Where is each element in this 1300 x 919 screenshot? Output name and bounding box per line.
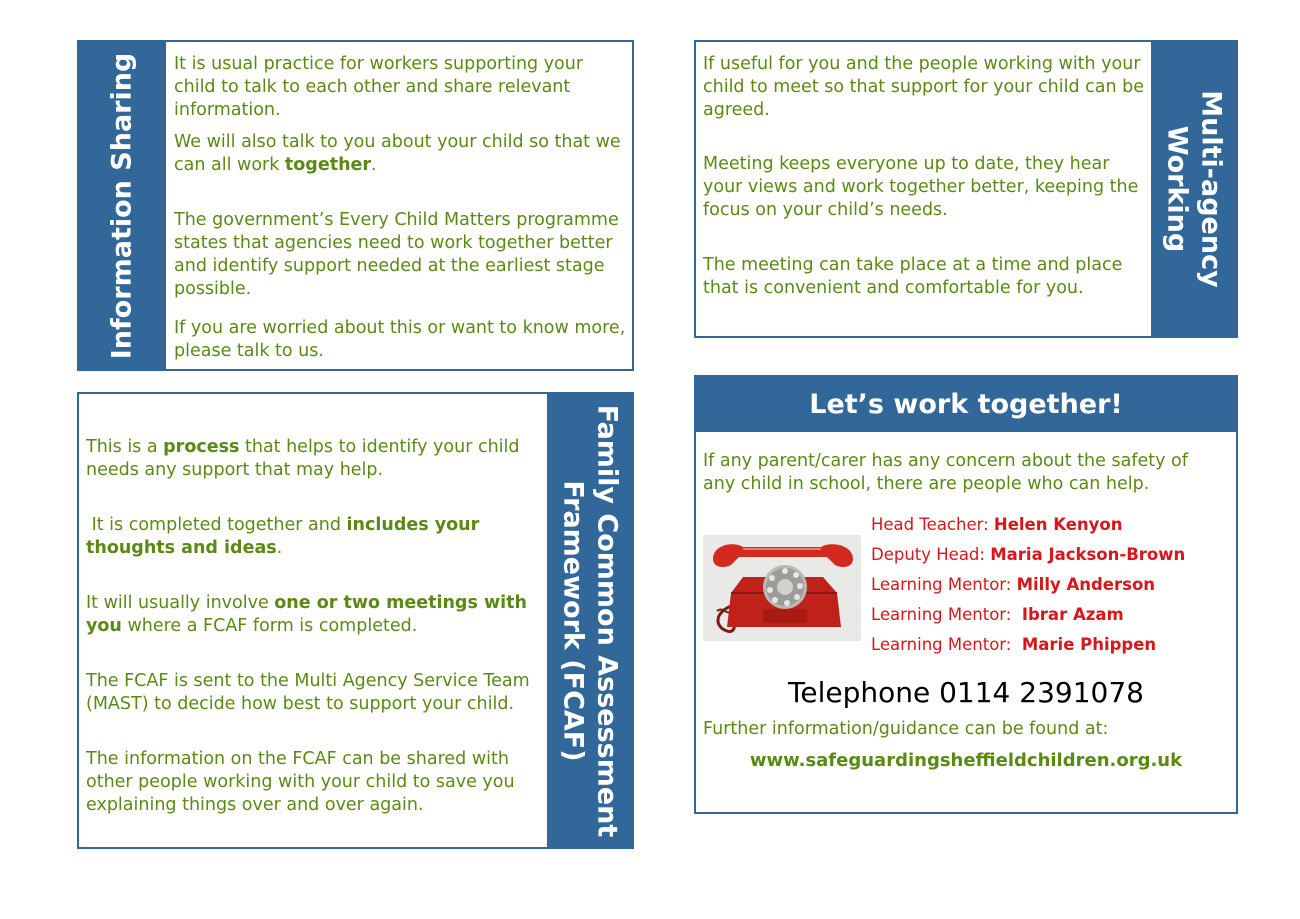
multi-agency-paragraph-3: The meeting can take place at a time and place that is convenient and comfortable for you. [703,255,1123,298]
contact-learning-mentor-2: Learning Mentor: Ibrar Azam [871,605,1124,624]
red-telephone-image [703,535,861,641]
together-emphasis: together [284,155,372,175]
fcaf-paragraph-3: It will usually involve one or two meetings with you where a FCAF form is completed. [86,593,527,636]
information-sharing-title: Information Sharing [106,52,138,359]
fcaf-title: Family Common Assessment Framework (FCAF) [557,404,623,837]
fcaf-band [547,394,632,847]
multi-agency-title: Multi-agency Working [1161,90,1227,288]
contact-head-teacher: Head Teacher: Helen Kenyon [871,515,1123,534]
information-sharing-panel [77,40,634,371]
fcaf-paragraph-4: The FCAF is sent to the Multi Agency Service Team (MAST) to decide how best to support your child. [86,671,530,714]
further-information-text: Further information/guidance can be found at: [703,719,1109,739]
fcaf-paragraph-5: The information on the FCAF can be shared with other people working with your child to save you explaining things over and over again. [86,749,515,815]
multi-agency-paragraph-2: Meeting keeps everyone up to date, they hear your views and work together better, keeping the focus on your child’s needs. [703,154,1139,220]
contact-deputy-head: Deputy Head: Maria Jackson-Brown [871,545,1186,564]
contact-learning-mentor-3: Learning Mentor: Marie Phippen [871,635,1157,654]
info-sharing-paragraph-3: The government’s Every Child Matters programme states that agencies need to work together better and identify support needed at the earliest stage possible. [174,210,619,299]
fcaf-paragraph-2: It is completed together and includes your thoughts and ideas. [86,515,486,558]
fcaf-paragraph-1: This is a process that helps to identify your child needs any support that may help. [86,437,520,480]
work-together-panel [694,375,1238,814]
info-sharing-paragraph-2: We will also talk to you about your child so that we can all work together. [174,132,621,175]
multi-agency-band [1151,42,1236,336]
info-sharing-paragraph-4: If you are worried about this or want to know more, please talk to us. [174,318,626,361]
fcaf-panel [77,392,634,849]
multi-agency-panel [694,40,1238,338]
work-together-intro: If any parent/carer has any concern about the safety of any child in school, there are people who can help. [703,451,1188,494]
safeguarding-website-link[interactable]: www.safeguardingsheffieldchildren.org.uk [749,750,1183,771]
telephone-number: Telephone 0114 2391078 [788,676,1144,709]
info-sharing-paragraph-1: It is usual practice for workers supporting your child to talk to each other and share relevant information. [174,54,584,120]
multi-agency-paragraph-1: If useful for you and the people working with your child to meet so that support for your child can be agreed. [703,54,1145,120]
contact-learning-mentor-1: Learning Mentor: Milly Anderson [871,575,1156,594]
work-together-title: Let’s work together! [696,377,1236,432]
information-sharing-band [79,42,166,369]
